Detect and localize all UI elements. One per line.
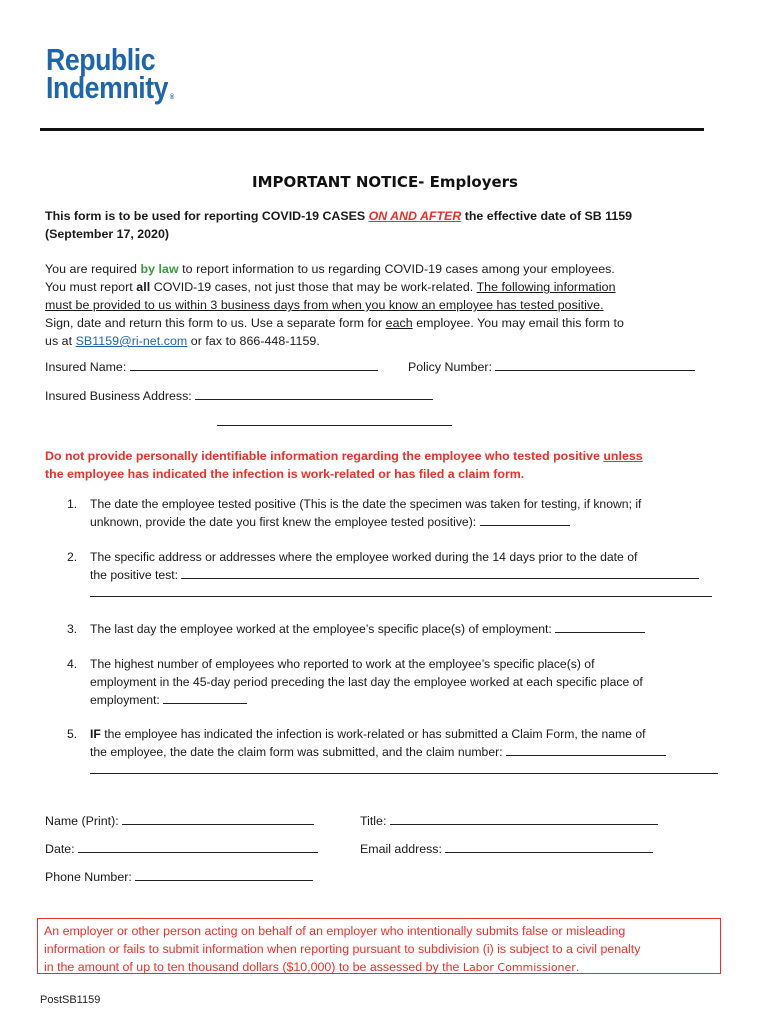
insured-name-field[interactable]: Insured Name: <box>45 358 378 374</box>
business-address-line-2[interactable] <box>217 413 452 431</box>
answer-5-line[interactable] <box>506 743 666 756</box>
title-field[interactable]: Title: <box>360 812 658 828</box>
email-address-field[interactable]: Email address: <box>360 840 653 856</box>
business-address-field[interactable]: Insured Business Address: <box>45 387 433 403</box>
question-2: 2. The specific address or addresses where the employee worked during the 14 days prior to the date of the positive test: <box>67 548 750 602</box>
question-5: 5. IF the employee has indicated the infection is work-related or has submitted a Claim Form, the name of the employee, the date the claim form was submitted, and the claim number: <box>67 725 750 779</box>
question-4: 4. The highest number of employees who reported to work at the employee’s specific place(s) of employment in the 45-day period preceding the last day the employee worked at each specific place of employment: <box>67 657 643 707</box>
company-logo <box>46 42 175 105</box>
header-divider <box>40 128 704 131</box>
question-1: 1. The date the employee tested positive (This is the date the specimen was taken for testing, if known; if unknown, provide the date you first knew the employee tested positive): <box>67 497 642 529</box>
registered-mark: ® <box>169 94 175 101</box>
email-link[interactable]: SB1159@ri-net.com <box>75 334 188 348</box>
logo-line-1: Republic <box>46 42 156 77</box>
question-3: 3. The last day the employee worked at the employee’s specific place(s) of employment: <box>67 620 750 638</box>
penalty-notice: An employer or other person acting on behalf of an employer who intentionally submits false or misleading information or fails to submit information when reporting pursuant to subdivision (i) is subject to a civil penalty in the amount of up to ten thousand dollars ($10,000) to be assessed by the Labor Commissioner. <box>37 918 721 974</box>
instructions-paragraph: You are required by law to report information to us regarding COVID-19 cases among your employees. You must report all COVID-19 cases, not just those that may be work-related. The following information must be provided to us within 3 business days from when you know an employee has tested positive. Sign, date and return this form to us. Use a separate form for each employee. You may email this form to us at SB1159@ri-net.com or fax to 866-448-1159. <box>45 262 624 348</box>
logo-line-2: Indemnity ® <box>46 70 175 105</box>
phone-number-field[interactable]: Phone Number: <box>45 868 313 884</box>
on-and-after-emphasis: ON AND AFTER <box>368 209 462 223</box>
answer-2-line[interactable] <box>181 566 699 579</box>
answer-2-line-2[interactable] <box>90 584 712 597</box>
name-print-field[interactable]: Name (Print): <box>45 812 314 828</box>
intro-statement: This form is to be used for reporting COVID-19 CASES ON AND AFTER the effective date of SB 1159 (September 17, 2020) <box>45 209 633 241</box>
answer-1-line[interactable] <box>480 513 570 526</box>
answer-3-line[interactable] <box>555 620 645 633</box>
form-id: PostSB1159 <box>40 994 101 1006</box>
policy-number-field[interactable]: Policy Number: <box>408 358 695 374</box>
answer-4-line[interactable] <box>163 691 247 704</box>
answer-5-line-2[interactable] <box>90 761 718 774</box>
privacy-warning: Do not provide personally identifiable information regarding the employee who tested positive unless the employee has indicated the infection is work-related or has filed a claim form. <box>45 449 643 481</box>
page-title: IMPORTANT NOTICE- Employers <box>252 173 518 191</box>
date-field[interactable]: Date: <box>45 840 318 856</box>
